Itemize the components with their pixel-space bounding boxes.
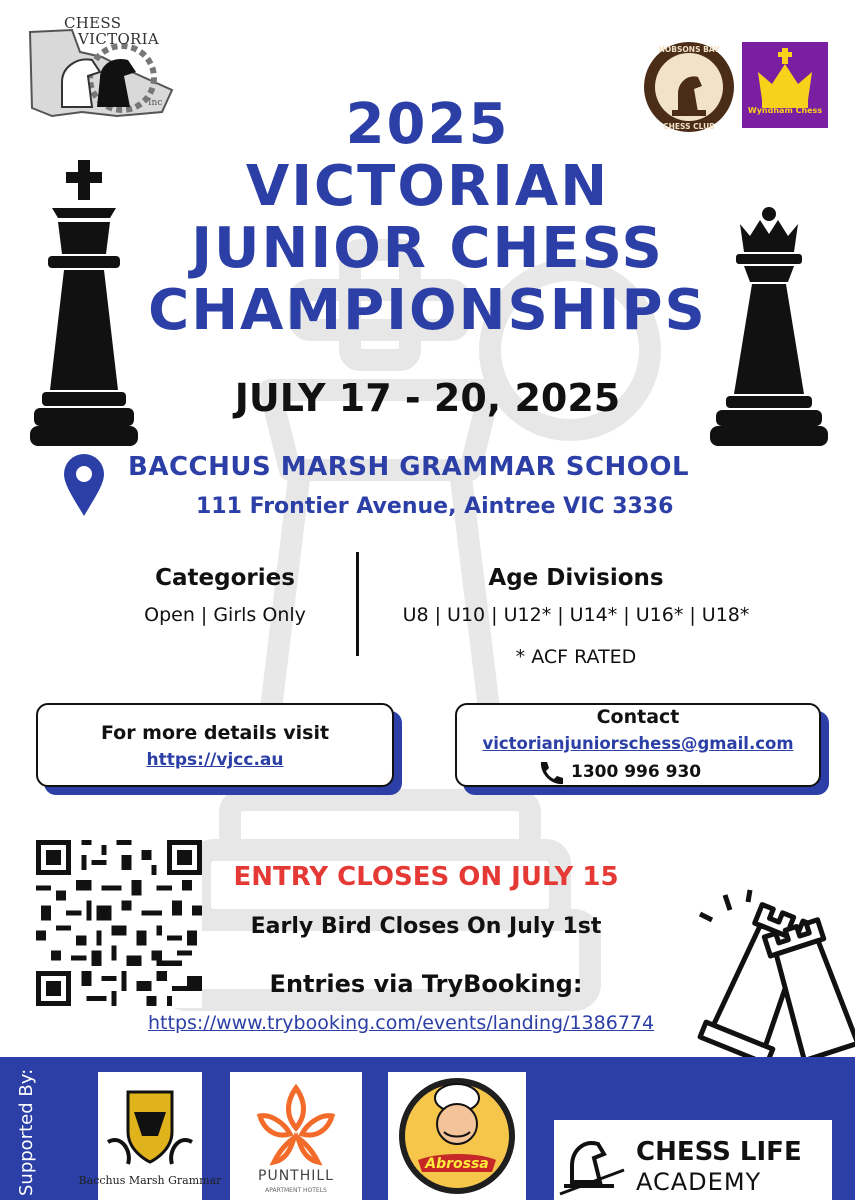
sponsor-punthill-name: PUNTHILL — [258, 1168, 334, 1184]
age-divisions-values: U8 | U10 | U12* | U14* | U16* | U18* — [402, 604, 750, 626]
venue-address: 111 Frontier Avenue, Aintree VIC 3336 — [196, 494, 674, 519]
sponsor-bmg-name: Bacchus Marsh Grammar — [78, 1174, 222, 1187]
details-box — [36, 703, 394, 787]
title-line-1: VICTORIAN — [245, 154, 610, 219]
acf-rated-note: * ACF RATED — [515, 646, 637, 668]
contact-label: Contact — [596, 706, 680, 728]
sponsor-punthill-sub: APARTMENT HOTELS — [265, 1187, 327, 1194]
svg-text:CHESS CLUB: CHESS CLUB — [663, 122, 715, 131]
sponsor-punthill — [230, 1072, 362, 1200]
sponsor-abrossa-name: Abrossa — [425, 1156, 489, 1172]
event-dates: JULY 17 - 20, 2025 — [234, 376, 621, 420]
wyndham-chess-label: Wyndham Chess — [747, 106, 823, 115]
contact-phone: 1300 996 930 — [571, 762, 702, 782]
chess-victoria-wordmark-line1: CHESS — [64, 14, 122, 32]
details-label: For more details visit — [100, 722, 330, 744]
supported-by-text: Supported By: — [16, 1068, 37, 1196]
title-year: 2025 — [345, 92, 510, 157]
age-divisions-heading: Age Divisions — [488, 565, 664, 591]
sponsor-bacchus-marsh-grammar — [78, 1072, 222, 1200]
entry-closes-notice: ENTRY CLOSES ON JULY 15 — [233, 862, 619, 892]
sponsor-chess-life-academy — [554, 1120, 832, 1200]
sponsor-chesslife-line1: CHESS LIFE — [636, 1137, 802, 1167]
venue-name: BACCHUS MARSH GRAMMAR SCHOOL — [128, 452, 690, 482]
title-line-3: CHAMPIONSHIPS — [148, 278, 707, 343]
details-link[interactable]: https://vjcc.au — [146, 750, 284, 770]
chess-victoria-wordmark-line2: VICTORIA — [78, 30, 159, 48]
categories-heading: Categories — [155, 565, 295, 591]
entries-via-heading: Entries via TryBooking: — [269, 970, 583, 998]
sponsor-abrossa — [388, 1072, 526, 1200]
early-bird-notice: Early Bird Closes On July 1st — [250, 914, 602, 939]
chess-victoria-inc: Inc — [148, 98, 163, 108]
svg-text:HOBSONS BAY: HOBSONS BAY — [658, 45, 720, 54]
supported-by-label — [8, 1068, 48, 1200]
section-divider — [356, 552, 359, 656]
qr-code[interactable] — [36, 838, 202, 1008]
phone-icon — [537, 760, 565, 786]
contact-email-link[interactable]: victorianjuniorschess@gmail.com — [482, 734, 794, 753]
trybooking-link[interactable]: https://www.trybooking.com/events/landing/1386774 — [148, 1012, 655, 1034]
location-pin-icon — [62, 452, 106, 518]
categories-values: Open | Girls Only — [144, 604, 306, 626]
sponsor-chesslife-line2: ACADEMY — [636, 1168, 762, 1196]
title-line-2: JUNIOR CHESS — [191, 216, 664, 281]
